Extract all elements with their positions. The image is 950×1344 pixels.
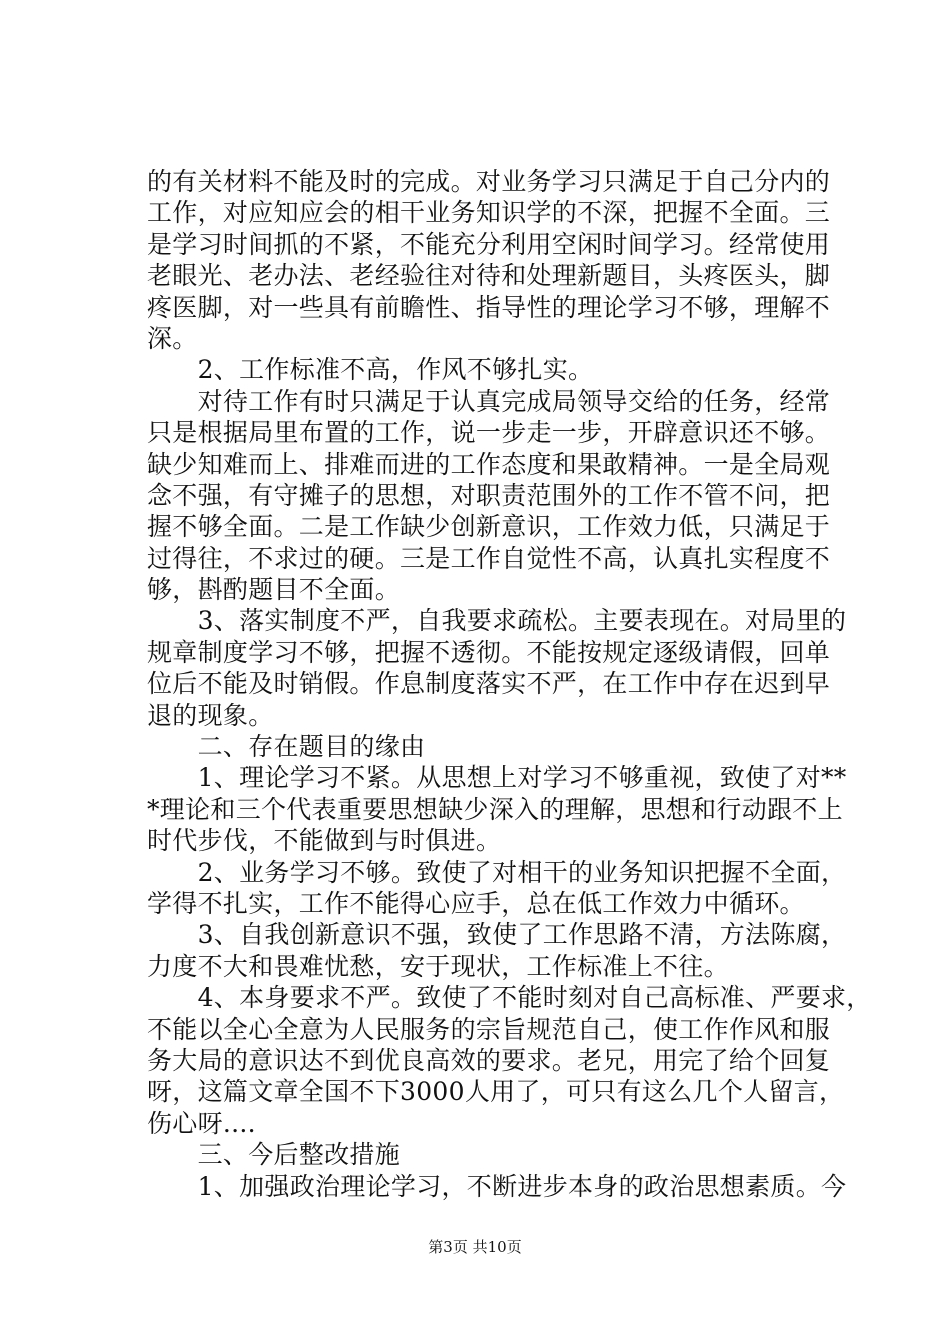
text-line: 握不够全面。二是工作缺少创新意识，工作效力低，只满足于 — [147, 512, 831, 542]
text-line: 深。 — [147, 323, 198, 353]
text-line: 2、业务学习不够。致使了对相干的业务知识把握不全面， — [147, 857, 847, 887]
text-line: 时代步伐，不能做到与时俱进。 — [147, 826, 502, 856]
text-line: 对待工作有时只满足于认真完成局领导交给的任务，经常 — [147, 386, 831, 416]
text-line: 缺少知难而上、排难而进的工作态度和果敢精神。一是全局观 — [147, 449, 831, 479]
text-line: 老眼光、老办法、老经验往对待和处理新题目，头疼医头，脚 — [147, 261, 831, 291]
text-line: 念不强，有守摊子的思想，对职责范围外的工作不管不问，把 — [147, 480, 831, 510]
section-heading: 三、今后整改措施 — [147, 1140, 401, 1170]
text-line: *理论和三个代表重要思想缺少深入的理解，思想和行动跟不上 — [147, 794, 843, 824]
text-line: 位后不能及时销假。作息制度落实不严，在工作中存在迟到早 — [147, 669, 831, 699]
text-line: 学得不扎实，工作不能得心应手，总在低工作效力中循环。 — [147, 888, 805, 918]
text-line: 1、理论学习不紧。从思想上对学习不够重视，致使了对** — [147, 763, 847, 793]
section-heading: 3、落实制度不严，自我要求疏松。主要表现在。对局里的 — [147, 606, 847, 636]
section-heading: 2、工作标准不高，作风不够扎实。 — [147, 355, 594, 385]
text-line: 疼医脚，对一些具有前瞻性、指导性的理论学习不够，理解不 — [147, 292, 831, 322]
text-line: 3、自我创新意识不强，致使了工作思路不清，方法陈腐， — [147, 920, 847, 950]
text-line: 务大局的意识达不到优良高效的要求。老兄，用完了给个回复 — [147, 1045, 831, 1075]
text-line: 不能以全心全意为人民服务的宗旨规范自己，使工作作风和服 — [147, 1014, 831, 1044]
text-line: 退的现象。 — [147, 700, 274, 730]
text-line: 过得往，不求过的硬。三是工作自觉性不高，认真扎实程度不 — [147, 543, 831, 573]
text-line: 只是根据局里布置的工作，说一步走一步，开辟意识还不够。 — [147, 418, 831, 448]
text-line: 4、本身要求不严。致使了不能时刻对自己高标准、严要求， — [147, 983, 872, 1013]
text-line: 工作，对应知应会的相干业务知识学的不深，把握不全面。三 — [147, 198, 831, 228]
page-number: 第3页 共10页 — [428, 1238, 522, 1256]
text-line: 呀，这篇文章全国不下3000人用了，可只有这么几个人留言， — [147, 1077, 845, 1107]
text-line: 力度不大和畏难忧愁，安于现状，工作标准上不往。 — [147, 951, 729, 981]
page-footer — [0, 1237, 950, 1257]
text-line: 够，斟酌题目不全面。 — [147, 575, 401, 605]
text-line: 规章制度学习不够，把握不透彻。不能按规定逐级请假，回单 — [147, 637, 831, 667]
text-line: 的有关材料不能及时的完成。对业务学习只满足于自己分内的 — [147, 167, 831, 196]
text-line: 1、加强政治理论学习，不断进步本身的政治思想素质。今 — [147, 1171, 847, 1201]
document-body — [147, 166, 872, 1202]
section-heading: 二、存在题目的缘由 — [147, 732, 426, 762]
text-line: 伤心呀.... — [147, 1108, 256, 1138]
text-line: 是学习时间抓的不紧，不能充分利用空闲时间学习。经常使用 — [147, 229, 831, 259]
